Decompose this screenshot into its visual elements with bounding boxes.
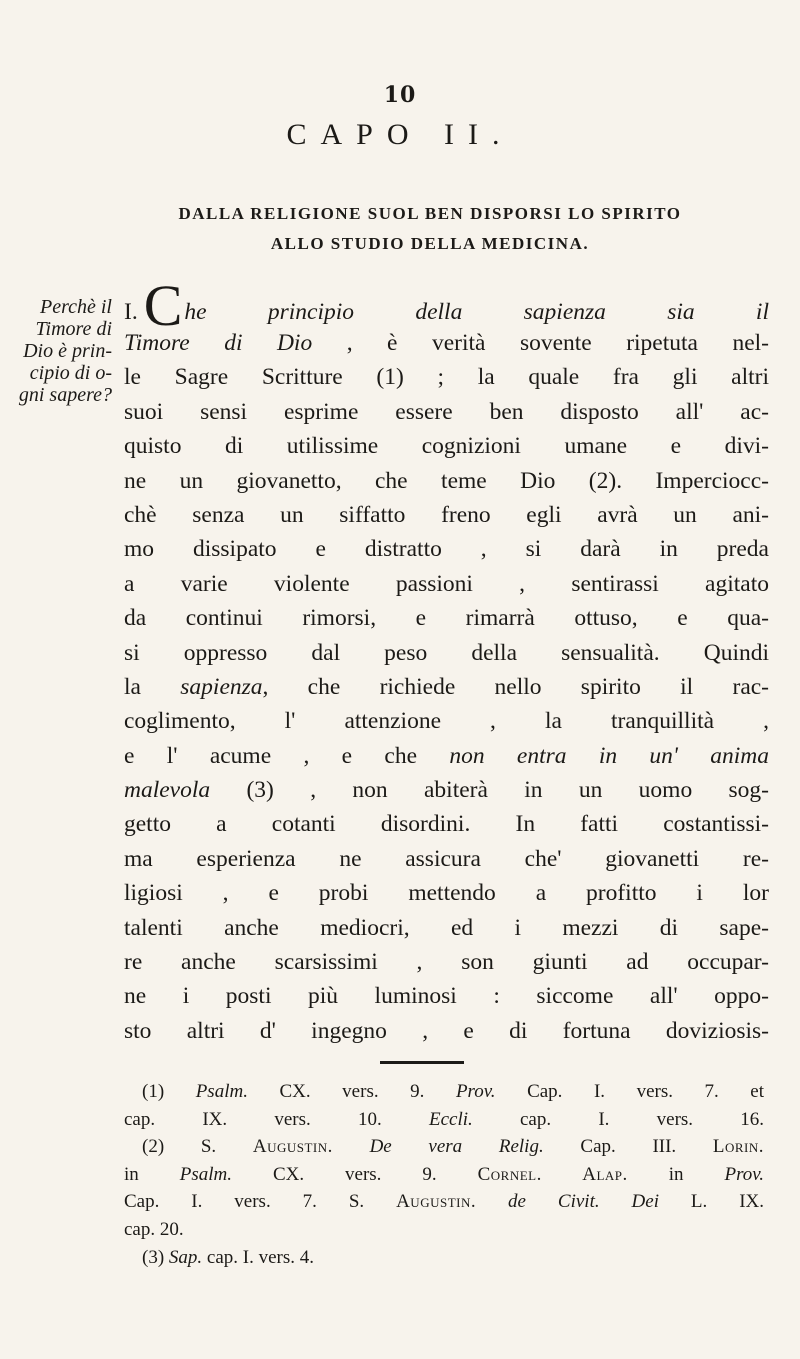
small-caps-name: Augustin. — [252, 1136, 333, 1158]
text-span: (1) — [142, 1081, 165, 1102]
paragraph-number: I. — [124, 299, 138, 325]
italic-phrase: non entra in un' anima — [449, 742, 770, 769]
text-span: cap. I. vers. 16. — [520, 1108, 765, 1130]
text-line: getto a cotanti disordini. In fatti costantissi- — [124, 811, 769, 838]
text-span: , è verità sovente ripetuta nel- — [346, 330, 769, 356]
text-span: Cap. I. vers. 7. et — [527, 1081, 765, 1102]
italic-phrase: de — [508, 1191, 526, 1213]
footnote-line: cap. 20. — [124, 1218, 184, 1240]
text-line: quisto di utilissime cognizioni umane e divi- — [124, 433, 769, 460]
italic-phrase: Sap. — [168, 1246, 203, 1268]
italic-phrase: sapienza — [180, 673, 263, 700]
chapter-subtitle-line-2: ALLO STUDIO DELLA MEDICINA. — [270, 234, 590, 253]
text-line — [124, 773, 769, 807]
italic-phrase: De vera Relig. — [369, 1136, 544, 1158]
margin-note-line: gni sapere? — [18, 384, 112, 406]
text-line: sto altri d' ingegno , e di fortuna doviziosis- — [124, 1017, 769, 1044]
chapter-subtitle-line-1: DALLA RELIGIONE SUOL BEN DISPORSI LO SPIRITO — [178, 204, 682, 223]
margin-note-line: Dio è prin- — [23, 340, 112, 362]
italic-phrase: Psalm. — [179, 1163, 232, 1185]
italic-phrase: Prov. — [724, 1163, 765, 1185]
text-line: a varie violente passioni , sentirassi agitato — [124, 570, 769, 597]
text-line — [124, 670, 769, 704]
text-line: da continui rimorsi, e rimarrà ottuso, e qua- — [124, 605, 769, 632]
text-line: re anche scarsissimi , son giunti ad occupar- — [124, 949, 769, 976]
italic-phrase: Eccli. — [428, 1108, 473, 1130]
margin-note — [0, 296, 112, 406]
text-span: (3) , non abiterà in un uomo sog- — [246, 777, 769, 804]
text-span: la — [124, 673, 141, 700]
body-paragraph — [124, 273, 770, 1048]
text-span: e l' acume , e che — [124, 742, 418, 769]
margin-note-line: cipio di o- — [29, 362, 112, 384]
text-span: cap. IX. vers. 10. — [124, 1108, 382, 1130]
footnote-line — [124, 1133, 764, 1161]
text-line — [124, 326, 769, 360]
text-span: (2) S. — [142, 1136, 217, 1158]
text-span: in — [668, 1163, 684, 1185]
text-line: coglimento, l' attenzione , la tranquillità , — [124, 708, 769, 735]
text-line: ne un giovanetto, che teme Dio (2). Imperciocc- — [124, 467, 769, 494]
text-span: , che richiede nello spirito il rac- — [262, 673, 770, 700]
small-caps-name: Lorin. — [712, 1136, 765, 1158]
footnote-line — [124, 1244, 764, 1272]
footnote-line — [124, 1188, 764, 1216]
text-span: Cap. III. — [580, 1136, 677, 1158]
text-span: in — [124, 1163, 139, 1185]
italic-phrase: Civit. Dei — [557, 1191, 659, 1213]
italic-phrase: Psalm. — [195, 1081, 248, 1102]
footnotes — [124, 1078, 764, 1271]
text-line: si oppresso dal peso della sensualità. Quindi — [124, 639, 769, 666]
quoted-phrase: he principio della sapienza sia il — [184, 299, 769, 325]
text-line: ligiosi , e probi mettendo a profitto i lor — [124, 880, 769, 907]
italic-phrase: malevola — [124, 777, 211, 804]
text-span: CX. vers. 9. — [272, 1163, 437, 1185]
footnote-line — [124, 1106, 764, 1134]
text-line — [124, 273, 769, 338]
text-line: ma esperienza ne assicura che' giovanetti re- — [124, 845, 769, 872]
text-span: (3) — [142, 1246, 165, 1268]
text-span: L. IX. — [690, 1191, 765, 1213]
text-line: talenti anche mediocri, ed i mezzi di sape- — [124, 914, 769, 941]
page-number: 10 — [383, 82, 417, 108]
small-caps-name: Cornel. Alap. — [477, 1163, 628, 1185]
footnote-divider — [380, 1061, 464, 1064]
italic-phrase: Timore di Dio — [124, 330, 313, 356]
text-line: ne i posti più luminosi : siccome all' oppo- — [124, 983, 769, 1010]
text-span: CX. vers. 9. — [279, 1081, 425, 1102]
text-line: suoi sensi esprime essere ben disposto all' ac- — [124, 398, 769, 425]
text-span: cap. I. vers. 4. — [206, 1246, 315, 1268]
footnote-line — [124, 1161, 764, 1189]
text-line — [124, 739, 769, 773]
text-line: chè senza un siffatto freno egli avrà un ani- — [124, 501, 769, 528]
chapter-title: CAPO II. — [286, 118, 514, 151]
footnote-line — [124, 1078, 764, 1106]
drop-cap: C — [143, 273, 183, 338]
text-line: mo dissipato e distratto , si darà in preda — [124, 536, 769, 563]
margin-note-line: Perchè il — [39, 296, 112, 318]
italic-phrase: Prov. — [455, 1081, 496, 1102]
margin-note-line: Timore di — [35, 318, 112, 340]
text-span: Cap. I. vers. 7. S. — [124, 1191, 365, 1213]
small-caps-name: Augustin. — [396, 1191, 477, 1213]
text-line: le Sagre Scritture (1) ; la quale fra gli altri — [124, 364, 769, 391]
